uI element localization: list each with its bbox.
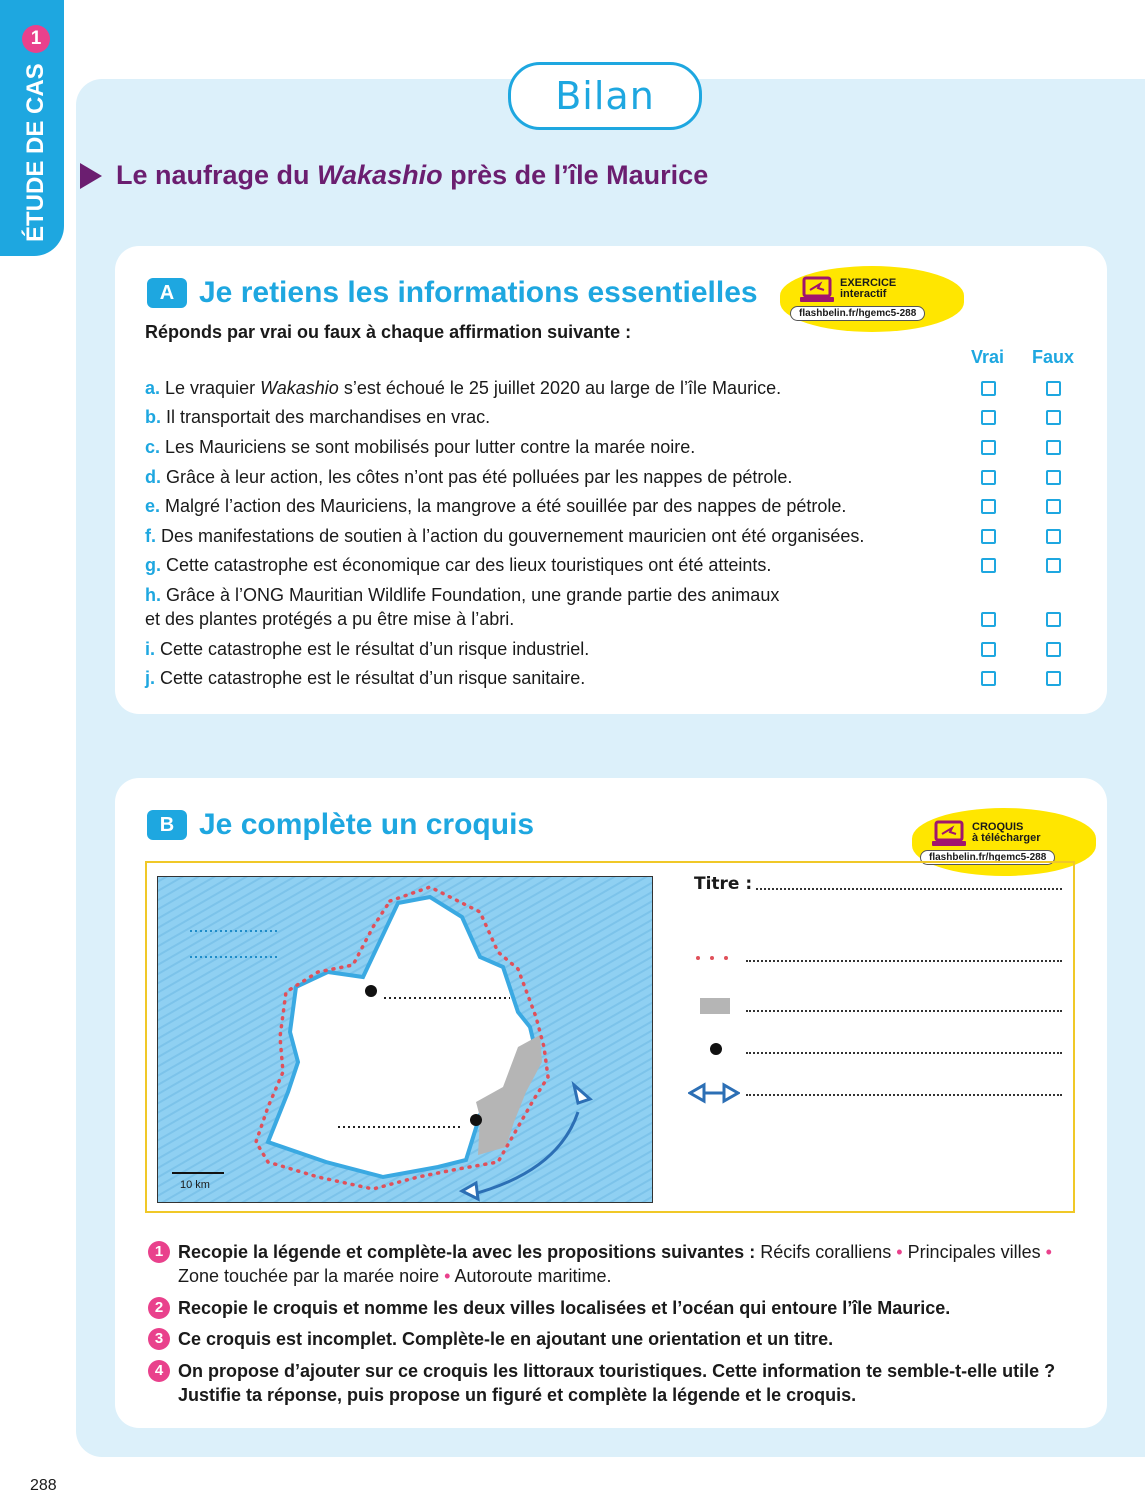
- maritime-route-legend-icon: [688, 1082, 740, 1104]
- section-b-letter: B: [147, 810, 187, 840]
- legend-title-label: Titre :: [694, 874, 753, 894]
- checkbox-false-g[interactable]: [1046, 558, 1061, 573]
- proposition-item: Récifs coralliens: [760, 1242, 892, 1262]
- task-1: [148, 1240, 1068, 1288]
- question-letter: c.: [145, 437, 161, 457]
- task-text: [178, 1296, 950, 1320]
- question-letter: g.: [145, 555, 161, 575]
- question-letter: f.: [145, 526, 156, 546]
- task-number-badge: 1: [148, 1241, 170, 1263]
- task-text: [178, 1240, 1068, 1288]
- question-text: Grâce à l’ONG Mauritian Wildlife Foundation, une grande partie des animaux: [166, 585, 780, 605]
- checkbox-true-b[interactable]: [981, 410, 996, 425]
- question-letter: e.: [145, 496, 161, 516]
- legend-answer-line-2[interactable]: [746, 1010, 1062, 1012]
- case-number-badge: 1: [22, 25, 50, 53]
- task-instruction: Recopie le croquis et nomme les deux villes localisées et l’océan qui entoure l’île Maurice.: [178, 1298, 951, 1318]
- proposition-item: Zone touchée par la marée noire: [178, 1266, 440, 1286]
- task-instruction: On propose d’ajouter sur ce croquis les littoraux touristiques. Cette information te semble-t-elle utile ? Justifie ta réponse, puis propose un figuré et complète la légende et le croquis.: [178, 1361, 1056, 1405]
- question-text: Cette catastrophe est économique car des lieux touristiques ont été atteints.: [166, 555, 772, 575]
- scale-label: 10 km: [180, 1179, 210, 1191]
- question-letter: h.: [145, 585, 161, 605]
- question-letter: j.: [145, 668, 156, 688]
- question-letter: a.: [145, 378, 161, 398]
- task-2: [148, 1296, 1068, 1320]
- checkbox-false-j[interactable]: [1046, 671, 1061, 686]
- task-text: [178, 1327, 833, 1351]
- checkbox-true-e[interactable]: [981, 499, 996, 514]
- checkbox-true-c[interactable]: [981, 440, 996, 455]
- sketch-badge-line2: à télécharger: [972, 832, 1041, 844]
- proposition-item: Autoroute maritime.: [454, 1266, 612, 1286]
- task-3: [148, 1327, 1068, 1351]
- column-false-header: Faux: [1032, 347, 1075, 367]
- bullet-separator-icon: •: [891, 1242, 908, 1262]
- proposition-item: Principales villes: [907, 1242, 1041, 1262]
- checkbox-false-i[interactable]: [1046, 642, 1061, 657]
- question-c: [145, 435, 945, 459]
- laptop-icon: [932, 820, 966, 848]
- city-dot-south: [470, 1114, 482, 1126]
- exercise-badge-line2: interactif: [840, 288, 887, 300]
- question-d: [145, 465, 945, 489]
- column-true-header: Vrai: [971, 347, 1005, 367]
- question-letter: i.: [145, 639, 156, 659]
- question-b: [145, 405, 945, 429]
- checkbox-false-a[interactable]: [1046, 381, 1061, 396]
- question-letter: d.: [145, 467, 161, 487]
- checkbox-true-i[interactable]: [981, 642, 996, 657]
- sketch-map-svg: [158, 877, 653, 1203]
- question-text-line2: et des plantes protégés a pu être mise à l’abri.: [145, 609, 515, 629]
- checkbox-true-h[interactable]: [981, 612, 996, 627]
- question-h: [145, 583, 945, 631]
- checkbox-true-a[interactable]: [981, 381, 996, 396]
- question-italic-text: Wakashio: [260, 378, 339, 398]
- question-text-end: s’est échoué le 25 juillet 2020 au large de l’île Maurice.: [338, 378, 782, 398]
- side-tab-label: ÉTUDE DE CAS: [22, 63, 49, 242]
- question-text: Il transportait des marchandises en vrac.: [166, 407, 491, 427]
- mauritius-sketch-map: [157, 876, 653, 1203]
- section-a-letter: A: [147, 278, 187, 308]
- sketch-badge-line1: CROQUIS: [972, 821, 1024, 833]
- oil-zone-legend-symbol: [700, 998, 730, 1014]
- title-answer-line[interactable]: [756, 888, 1062, 890]
- checkbox-true-j[interactable]: [981, 671, 996, 686]
- legend-answer-line-4[interactable]: [746, 1094, 1062, 1096]
- bullet-separator-icon: •: [1040, 1242, 1052, 1262]
- checkbox-true-f[interactable]: [981, 529, 996, 544]
- checkbox-true-d[interactable]: [981, 470, 996, 485]
- task-4: [148, 1359, 1068, 1407]
- checkbox-false-e[interactable]: [1046, 499, 1061, 514]
- exercise-badge[interactable]: [780, 266, 964, 332]
- question-f: [145, 524, 945, 548]
- task-number-badge: 4: [148, 1360, 170, 1382]
- bilan-heading: Bilan: [508, 62, 702, 130]
- task-number-badge: 2: [148, 1297, 170, 1319]
- section-b-header: [147, 808, 534, 842]
- task-instruction: Recopie la légende et complète-la avec les propositions suivantes :: [178, 1242, 756, 1262]
- checkbox-true-g[interactable]: [981, 558, 996, 573]
- side-tab: [0, 0, 64, 256]
- legend-answer-line-1[interactable]: [746, 960, 1062, 962]
- question-letter: b.: [145, 407, 161, 427]
- section-b-title: Je complète un croquis: [199, 808, 535, 841]
- city-dot-north: [365, 985, 377, 997]
- checkbox-false-d[interactable]: [1046, 470, 1061, 485]
- instruction-text: Réponds par vrai ou faux à chaque affirmation suivante :: [145, 322, 632, 342]
- question-text: Grâce à leur action, les côtes n’ont pas été polluées par les nappes de pétrole.: [166, 467, 793, 487]
- triangle-bullet-icon: [80, 163, 102, 189]
- legend-answer-line-3[interactable]: [746, 1052, 1062, 1054]
- question-j: [145, 666, 945, 690]
- question-text: Le vraquier: [165, 378, 261, 398]
- task-text: [178, 1359, 1068, 1407]
- exercise-badge-line1: EXERCICE: [840, 277, 897, 289]
- coral-reef-legend-symbol: [694, 954, 736, 962]
- question-e: [145, 494, 945, 518]
- side-tab-label-group: [22, 25, 50, 242]
- question-a: [145, 376, 945, 400]
- question-text: Cette catastrophe est le résultat d’un risque industriel.: [160, 639, 590, 659]
- task-instruction: Ce croquis est incomplet. Complète-le en ajoutant une orientation et un titre.: [178, 1329, 834, 1349]
- bullet-separator-icon: •: [439, 1266, 455, 1286]
- page-title-text: Le naufrage du Wakashio près de l’île Maurice: [116, 160, 709, 190]
- sketch-badge-url[interactable]: flashbelin.fr/hgemc5-288: [920, 850, 1055, 865]
- section-a-title: Je retiens les informations essentielles: [199, 276, 758, 309]
- question-text: Des manifestations de soutien à l’action du gouvernement mauricien ont été organisées.: [161, 526, 865, 546]
- exercise-badge-url[interactable]: flashbelin.fr/hgemc5-288: [790, 306, 925, 321]
- question-text: Les Mauriciens se sont mobilisés pour lutter contre la marée noire.: [165, 437, 696, 457]
- question-text: Cette catastrophe est le résultat d’un risque sanitaire.: [160, 668, 586, 688]
- city-legend-symbol: [710, 1043, 722, 1055]
- laptop-icon: [800, 276, 834, 304]
- page-number: 288: [30, 1477, 57, 1494]
- section-a-header: [147, 276, 758, 310]
- question-text: Malgré l’action des Mauriciens, la mangrove a été souillée par des nappes de pétrole.: [165, 496, 847, 516]
- question-i: [145, 637, 945, 661]
- checkbox-false-b[interactable]: [1046, 410, 1061, 425]
- checkbox-false-f[interactable]: [1046, 529, 1061, 544]
- task-number-badge: 3: [148, 1328, 170, 1350]
- checkbox-false-c[interactable]: [1046, 440, 1061, 455]
- question-g: [145, 553, 945, 577]
- checkbox-false-h[interactable]: [1046, 612, 1061, 627]
- page-title: [80, 160, 708, 191]
